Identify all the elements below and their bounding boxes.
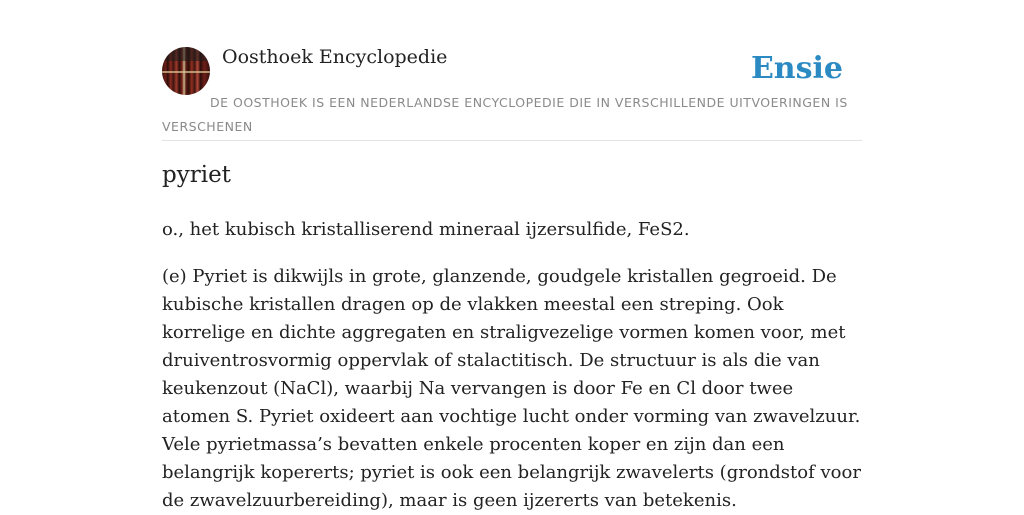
site-title[interactable]: Oosthoek Encyclopedie <box>222 46 448 68</box>
avatar[interactable] <box>162 47 210 95</box>
definition-text: o., het kubisch kristalliserend mineraal ijzersulfide, FeS2. <box>162 219 690 240</box>
brand-logo[interactable]: Ensie <box>750 51 843 86</box>
article-body: (e) Pyriet is dikwijls in grote, glanzende, goudgele kristallen gegroeid. De kubische kristallen dragen op de vlakken meestal een streping. Ook korrelige en dichte aggregaten en straligvezelige vormen komen voor, met druiventrosvormig oppervlak of stalactitisch. De structuur is als die van keukenzout (NaCl), waarbij Na vervangen is door Fe en Cl door twee atomen S. Pyriet oxideert aan vochtige lucht onder vorming van zwavelzuur. Vele pyrietmassa’s bevatten enkele procenten koper en zijn dan een belangrijk kopererts; pyriet is ook een belangrijk zwavelerts (grondstof voor de zwavelzuurbereiding), maar is geen ijzererts van betekenis. <box>162 266 861 511</box>
site-tagline: DE OOSTHOEK IS EEN NEDERLANDSE ENCYCLOPEDIE DIE IN VERSCHILLENDE UITVOERINGEN IS VERSCHENEN <box>162 95 848 134</box>
page-title: pyriet <box>162 162 231 188</box>
page <box>162 0 862 512</box>
bookshelf-icon <box>162 71 210 73</box>
header <box>162 0 862 141</box>
